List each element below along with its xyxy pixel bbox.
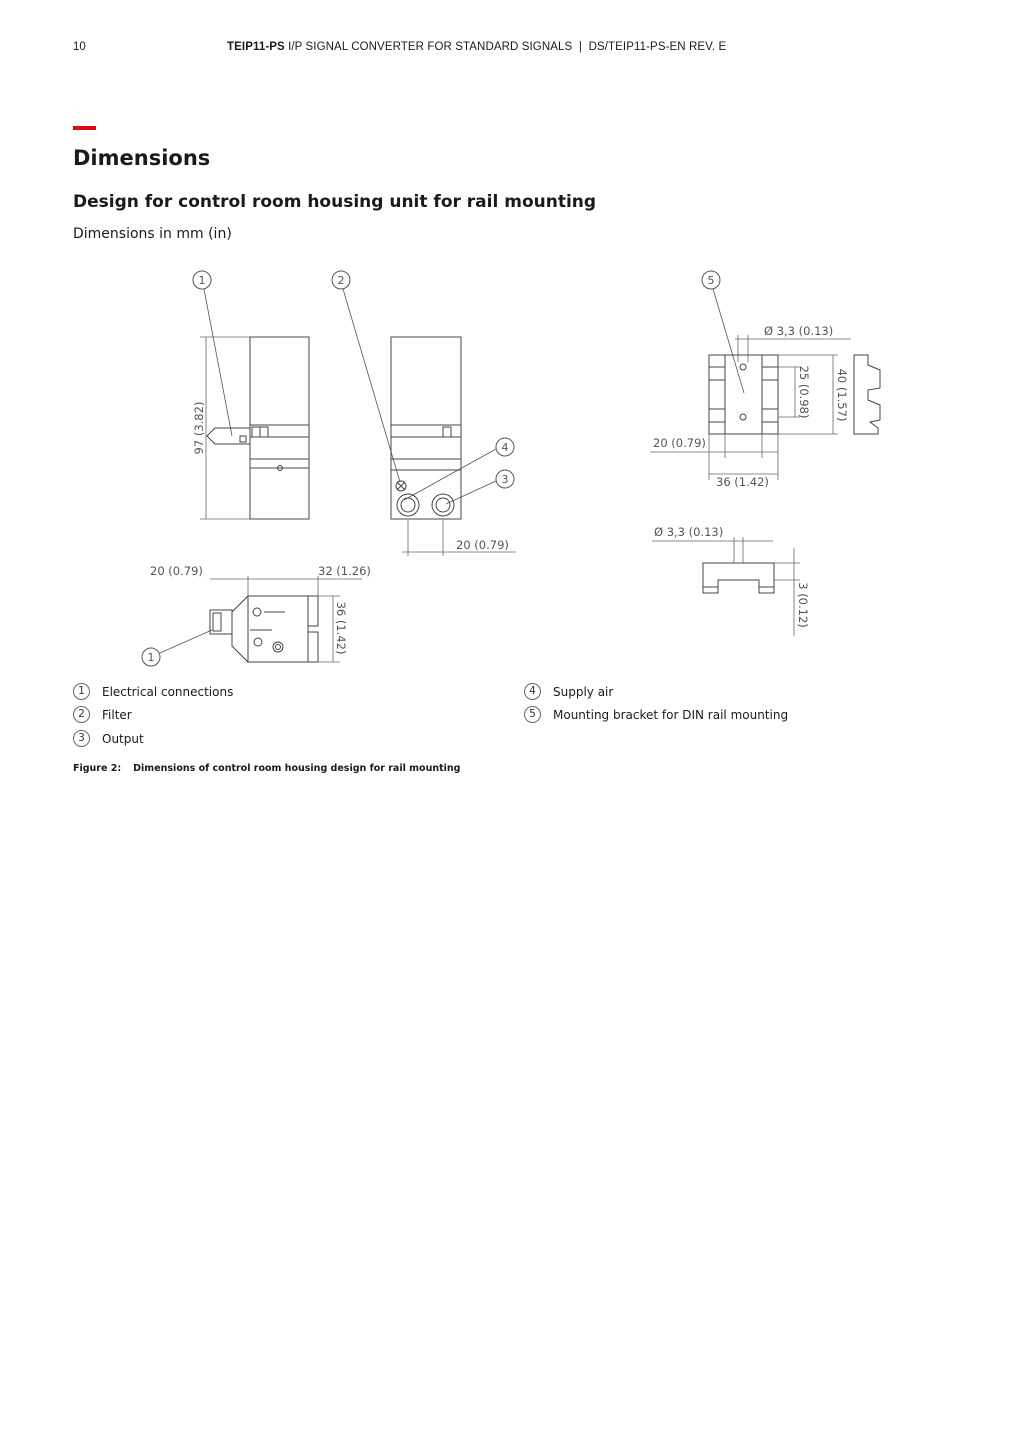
dim-label-hole-25: 25 (0.98) [797,365,811,419]
dim-label-width-32-top: 32 (1.26) [318,564,371,578]
section-title: Dimensions [73,146,211,170]
callout-number: 4 [501,441,509,454]
dimension-drawing [0,260,1024,680]
front-view [391,337,461,519]
dim-label-height-40: 40 (1.57) [835,368,849,422]
legend-item [73,730,144,747]
dim-label-width-20-top: 20 (0.79) [150,564,203,578]
callout-number: 5 [707,274,715,287]
subsection-title: Design for control room housing unit for rail mounting [73,192,597,212]
figure-caption-text: Dimensions of control room housing design for rail mounting [133,763,461,774]
callout-4 [404,438,514,500]
legend-number: 2 [73,706,90,723]
callout-number: 2 [337,274,345,287]
dim-label-bore-bracket: Ø 3,3 (0.13) [764,324,834,338]
document-title-rest: I/P SIGNAL CONVERTER FOR STANDARD SIGNALS | DS/TEIP11-PS-EN REV. E [284,41,727,53]
callout-5 [702,271,744,393]
dim-label-depth-36-top: 36 (1.42) [334,601,348,655]
legend-item [73,683,233,700]
callout-number: 1 [147,651,155,664]
section-accent-bar [73,126,96,130]
legend-number: 5 [524,706,541,723]
top-view [210,596,318,662]
dim-label-width-20-bracket: 20 (0.79) [653,436,706,450]
side-view [207,337,309,519]
figure-label: Figure 2: [73,763,122,774]
legend-number: 4 [524,683,541,700]
legend-label: Electrical connections [102,684,234,699]
legend-label: Mounting bracket for DIN rail mounting [553,707,789,722]
units-note: Dimensions in mm (in) [73,226,232,242]
legend-item [524,683,613,700]
document-title [227,41,726,53]
dim-label-height-97: 97 (3.82) [192,401,206,455]
page-number: 10 [73,41,86,53]
dim-label-width-36-bracket: 36 (1.42) [716,475,769,489]
legend-item [73,706,132,723]
legend-number: 1 [73,683,90,700]
callout-number: 3 [501,473,509,486]
dim-label-bore-clip: Ø 3,3 (0.13) [654,525,724,539]
legend-item [524,706,788,723]
callout-number: 1 [198,274,206,287]
dim-label-height-3: 3 (0.12) [796,582,810,628]
legend-label: Filter [102,707,132,722]
callout-2 [332,271,400,482]
product-name: TEIP11-PS [227,41,285,53]
legend-label: Output [102,731,144,746]
legend-number: 3 [73,730,90,747]
rail-clip-view [703,563,774,593]
legend-label: Supply air [553,684,614,699]
figure-caption [73,763,460,774]
dim-label-width-20-front: 20 (0.79) [456,538,509,552]
